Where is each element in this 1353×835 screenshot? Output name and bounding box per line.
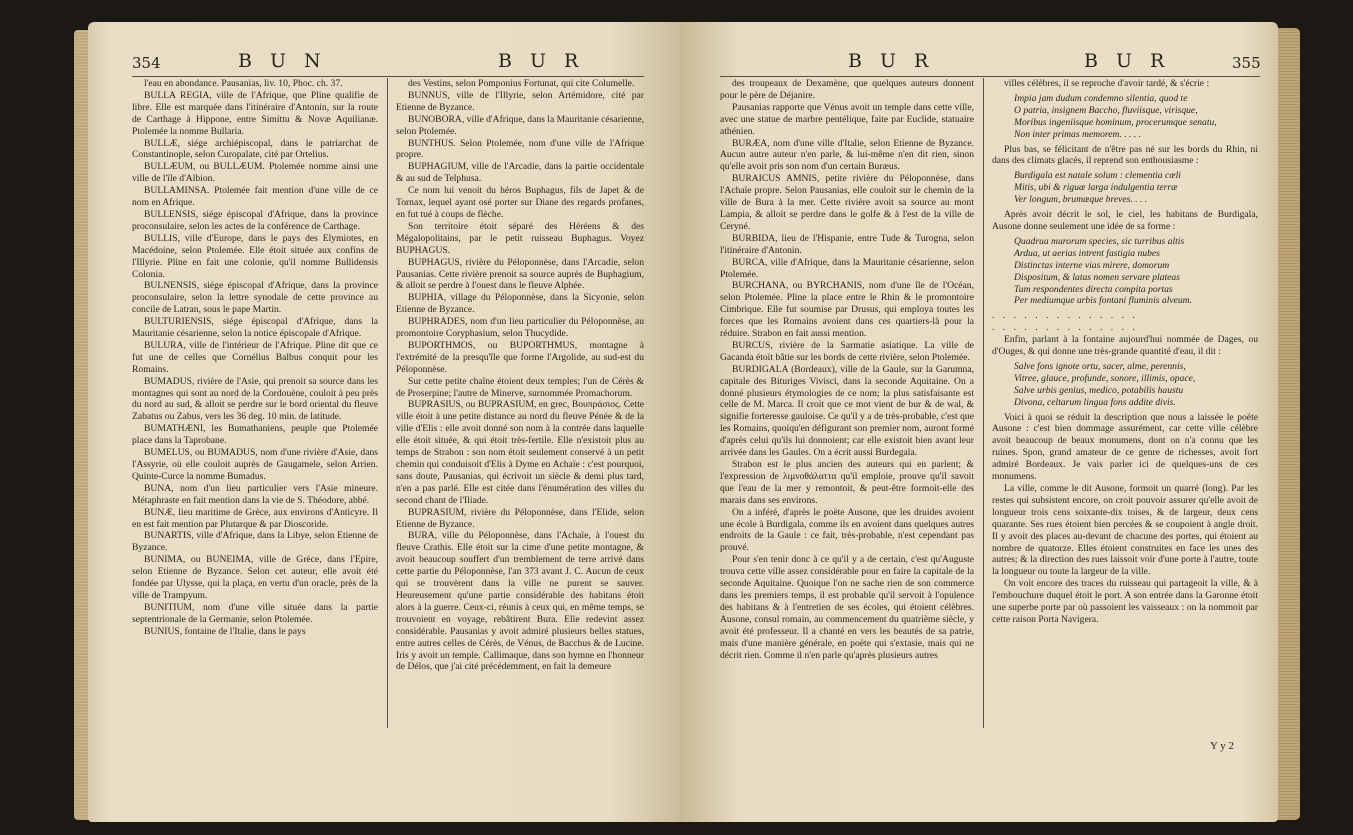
entry-paragraph: BUNITIUM, nom d'une ville située dans la partie septentrionale de la Germanie, selon Ptolemée. bbox=[132, 601, 378, 625]
entry-paragraph: BULLA REGIA, ville de l'Afrique, que Pline qualifie de libre. Elle est marquée dans l'itinéraire d'Antonin, sur la route de Carthage à Hippone, entre Simittu & Novæ Aquilianæ. Ptolemée la nomme Bullaria. bbox=[132, 89, 378, 137]
entry-paragraph: BUPORTHMOS, ou BUPORTHMUS, montagne à l'extrémité de la presqu'île que forme l'Argolide, au sud-est du Péloponnèse. bbox=[396, 339, 644, 375]
right-head-word-outer: B U R bbox=[1084, 50, 1171, 72]
entry-paragraph: BURCA, ville d'Afrique, dans la Mauritanie césarienne, selon Ptolemée. bbox=[720, 256, 974, 280]
entry-paragraph: Voici à quoi se réduit la description que nous a laissée le poëte Ausone : c'est bien dommage assurément, car cette ville célèbre avoit beaucoup de beaux monumens, dont on n'a connu que les ruines. Spon, grand amateur de ce genre de richesses, avoit fort admiré Bordeaux. Je vais parler ici de quelques-uns de ces monumens. bbox=[992, 411, 1258, 483]
right-page-edges bbox=[1276, 28, 1300, 820]
entry-paragraph: BURAICUS AMNIS, petite rivière du Péloponnèse, dans l'Achaïe propre. Selon Pausanias, elle couloit sur le chemin de la ville de Bura à la mer. Cette rivière avoit sa source au mont Lampia, & alloit se perdre dans le golfe & à l'est de la ville de Ceryné. bbox=[720, 173, 974, 232]
right-column-1 bbox=[720, 78, 974, 661]
right-head-word-inner: B U R bbox=[848, 50, 935, 72]
entry-paragraph: l'eau en abondance. Pausanias, liv. 10, Phoc. ch. 37. bbox=[144, 78, 343, 89]
entry-paragraph: BURCHANA, ou BYRCHANIS, nom d'une île de l'Océan, selon Ptolemée. Pline la place entre le Rhin & le promontoire Cimbrique. Elle fut soumise par Drusus, qui employa toutes les forces que les Romains avoient dans ces quartiers-là pour la réduire. Strabon en fait aussi mention. bbox=[720, 280, 974, 340]
entry-paragraph: BUNIMA, ou BUNEIMA, ville de Grèce, dans l'Epire, selon Etienne de Byzance. Selon cet auteur, elle avoit été fondée par Ulysse, qui la plaça, en vertu d'un oracle, près de la ville de Trampyum. bbox=[132, 554, 378, 601]
right-running-head bbox=[680, 50, 1278, 74]
left-head-word-outer: B U N bbox=[238, 50, 327, 72]
entry-paragraph: Sur cette petite chaîne étoient deux temples; l'un de Cérès & de Proserpine; l'autre de Minerve, surnommée Promachorum. bbox=[396, 375, 644, 399]
paragraph: Après avoir décrit le sol, le ciel, les habitans de Burdigala, Ausone donne seulement une idée de sa forme : bbox=[992, 209, 1258, 232]
verse-block-3 bbox=[1014, 236, 1258, 307]
entry-paragraph: Strabon est le plus ancien des auteurs qui en parlent; & l'expression de λιμνοθάλαττα qu'il emploie, prouve qu'il savoit que l'eau de la mer y remontoit, & peut-être formoit-elle des marais dans ses environs. bbox=[720, 459, 974, 506]
entry-paragraph: Pour s'en tenir donc à ce qu'il y a de certain, c'est qu'Auguste trouva cette ville assez considérable pour en faire la capitale de la seconde Aquitaine. Quoique l'on ne sache rien de son commerce dans les premiers temps, il est probable qu'il servoit à l'opulence des habitans & à l'entretien de ses écoles, qui étoient célèbres. Ausone, consul romain, au commencement du quatrième siècle, y avoit été professeur. Il a chanté en vers les beautés de sa patrie, mais d'une manière générale, en poëte qui s'extasie, mais qui ne décrit rien. Comme il n'en parle qu'après plusieurs autres bbox=[720, 554, 974, 661]
entry-paragraph: Ce nom lui venoit du héros Buphagus, fils de Japet & de Tornax, lequel ayant osé porter sur Diane des regards profanes, en fut tué à coups de flèche. bbox=[396, 185, 644, 220]
verse-block-4 bbox=[1014, 361, 1258, 409]
entry-paragraph: BUPHAGUS, rivière du Péloponnèse, dans l'Arcadie, selon Pausanias. Cette rivière prenoit sa source auprès de Buphagium, & alloit se perdre à l'ouest dans le fleuve Alphée. bbox=[396, 256, 644, 292]
left-column-1 bbox=[132, 78, 378, 638]
entry-paragraph: On voit encore des traces du ruisseau qui partageoit la ville, & à l'embouchure duquel étoit le port. A son entrée dans la Garonne étoit une superbe porte par où passoient les vaisseaux : on la nommoit par cette raison Porta Navigera. bbox=[992, 578, 1258, 625]
entry-paragraph: BUPHIA, village du Péloponnèse, dans la Sicyonie, selon Etienne de Byzance. bbox=[396, 292, 644, 316]
left-column-rule bbox=[387, 78, 388, 728]
verse-line: Divona, celtarum lingua fons addite divis. bbox=[1014, 396, 1176, 408]
paragraph: villes célèbres, il se reproche d'avoir tardé, & s'écrie : bbox=[1004, 78, 1210, 89]
paragraph: Plus bas, se félicitant de n'être pas né sur les bords du Rhin, ni dans des climats glacés, il reprend son enthousiasme : bbox=[992, 143, 1258, 167]
entry-paragraph: BULURA, ville de l'intérieur de l'Afrique. Pline dit que ce fut une de celles que Cornélius Balbus conquit pour les Romains. bbox=[132, 339, 378, 375]
verse-line: O patria, insignem Baccho, fluviisque, virisque, bbox=[1014, 104, 1198, 116]
right-page-number: 355 bbox=[1232, 54, 1261, 72]
right-page bbox=[680, 22, 1278, 822]
entry-paragraph: BUPHAGIUM, ville de l'Arcadie, dans la partie occidentale & au sud de Telphusa. bbox=[396, 161, 644, 185]
verse-line: Ver longum, brumæque breves. . . . bbox=[1014, 194, 1148, 206]
entry-paragraph: BUMADUS, rivière de l'Asie, qui prenoit sa source dans les montagnes qui sont au nord de la Cordouène, couloit à peu près du nord au sud, & alloit se perdre sur le bord oriental du fleuve Zabatus ou Zabus, vers les 36 deg. 10 min. de latitude. bbox=[132, 375, 378, 423]
entry-paragraph: BUPHRADES, nom d'un lieu particulier du Péloponnèse, au promontoire Coryphasium, selon Thucydide. bbox=[396, 316, 644, 340]
entry-paragraph: BUNOBORA, ville d'Afrique, dans la Mauritanie césarienne, selon Ptolemée. bbox=[396, 113, 644, 137]
entry-paragraph: BULLIS, ville d'Europe, dans le pays des Elymiotes, en Macédoine, selon Ptolemée. Elle étoit située aux confins de l'Illyrie. Pline en fait une colonie, qu'il nomme Bullidensis Colonia. bbox=[132, 232, 378, 280]
entry-paragraph: BUMATHÆNI, les Bumathaniens, peuple que Ptolemée place dans la Taprobane. bbox=[132, 423, 378, 447]
verse-line: Vitree, glauce, profunde, sonore, illimis, opace, bbox=[1014, 372, 1196, 384]
entry-paragraph: BUPRASIUM, rivière du Péloponnèse, dans l'Elide, selon Etienne de Byzance. bbox=[396, 506, 644, 530]
entry-paragraph: BURDIGALA (Bordeaux), ville de la Gaule, sur la Garumna, capitale des Bituriges Vivisci, dans la seconde Aquitaine. On a donné plusieurs étymologies de ce nom; la plus satisfaisante est celle de M. Marca. Il croit que ce mot vient de bur & de wal, & signifie forteresse gauloise. Ce qu'il y a de très-probable, c'est que les Romains, quoiqu'en défigurant son premier nom, auront formé d'après celui qu'ils lui donnoient; car elle existoit bien avant leur arrivée dans les Gaules. On a écrit aussi Burdegala. bbox=[720, 363, 974, 459]
verse-line: Distinctas interne vias mirere, domorum bbox=[1014, 259, 1170, 271]
signature-mark: Y y 2 bbox=[1209, 740, 1234, 752]
verse-line: Salve urbis genius, medico, potabilis haustu bbox=[1014, 384, 1184, 396]
left-head-rule bbox=[132, 76, 644, 77]
entry-paragraph: des Vestins, selon Pomponius Fortunat, qui cite Columelle. bbox=[408, 78, 635, 89]
entry-paragraph: BUMELUS, ou BUMADUS, nom d'une rivière d'Asie, dans l'Assyrie, où elle couloit auprès de Gaugamele, selon Arrien. Quinte-Curce la nomme Bumadus. bbox=[132, 447, 378, 482]
verse-line: Salve fons ignote ortu, sacer, alme, perennis, bbox=[1014, 360, 1186, 372]
entry-paragraph: BUNÆ, lieu maritime de Grèce, aux environs d'Anticyre. Il en est fait mention par Plutarque & par Dioscoride. bbox=[132, 506, 378, 530]
left-head-word-inner: B U R bbox=[498, 50, 585, 72]
entry-paragraph: BULLÆ, siége archiépiscopal, dans le patriarchat de Constantinople, selon Curopalate, cité par Ortelius. bbox=[132, 137, 378, 161]
verse-line: Moribus ingeniisque hominum, procerumque senatu, bbox=[1014, 116, 1217, 128]
verse-line: Burdigala est natale solum : clementia cœli bbox=[1014, 170, 1181, 182]
entry-paragraph: BULLAMINSA. Ptolemée fait mention d'une ville de ce nom en Afrique. bbox=[132, 185, 378, 209]
entry-paragraph: Son territoire étoit séparé des Héréens & des Mégalopolitains, par le petit ruisseau Buphagus. Voyez BUPHAGUS. bbox=[396, 220, 644, 256]
entry-paragraph: BURCUS, rivière de la Sarmatie asiatique. La ville de Gacanda étoit bâtie sur les bords de cette rivière, selon Ptolemée. bbox=[720, 339, 974, 363]
verse-line: Mitis, ubi & riguæ larga indulgentia terræ bbox=[1014, 182, 1178, 194]
entry-paragraph: BUNNUS, ville de l'Illyrie, selon Artémidore, cité par Etienne de Byzance. bbox=[396, 89, 644, 113]
verse-line: Non inter primas memorem. . . . . bbox=[1014, 128, 1142, 140]
verse-block-1 bbox=[1014, 93, 1258, 141]
verse-block-2 bbox=[1014, 170, 1258, 206]
entry-paragraph: BUNIUS, fontaine de l'Italie, dans le pays bbox=[144, 625, 306, 637]
entry-paragraph: BUNA, nom d'un lieu particulier vers l'Asie mineure. Métaphraste en fait mention dans la vie de S. Théodore, abbé. bbox=[132, 482, 378, 506]
entry-paragraph: BUNTHUS. Selon Ptolemée, nom d'une ville de l'Afrique propre. bbox=[396, 137, 644, 161]
entry-paragraph: BURBIDA, lieu de l'Hispanie, entre Tude & Turogna, selon l'itinéraire d'Antonin. bbox=[720, 232, 974, 256]
entry-paragraph: BURÆA, nom d'une ville d'Italie, selon Etienne de Byzance. Aucun autre auteur n'en parle, & lui-même n'en dit rien, sinon qu'elle avoit pris son nom d'un certain Buræus. bbox=[720, 137, 974, 173]
verse-line: Per mediumque urbis fontani fluminis alveum. bbox=[1014, 295, 1192, 307]
left-page bbox=[88, 22, 680, 822]
entry-paragraph: BULTURIENSIS, siége épiscopal d'Afrique, dans la Mauritanie césarienne, selon la notice épiscopale d'Afrique. bbox=[132, 316, 378, 340]
entry-paragraph: BURA, ville du Péloponnèse, dans l'Achaïe, à l'ouest du fleuve Crathis. Elle étoit sur la cime d'une petite montagne, & avoit beaucoup souffert d'un tremblement de terre arrivé dans cette partie du Péloponnèse, l'an 373 avant J. C. Aucun de ceux qui se trouvèrent dans la ville ne purent se sauver. Heureusement qu'une partie considérable des habitans étoit alors à la guerre. Ceux-ci, réunis à ceux qui, en même temps, se trouvoient en voyage, rebâtirent Bura. Elle redevint assez considérable. Pausanias y avoit admiré plusieurs belles statues, entre autres celles de Cérès, de Vénus, de Bacchus & de Lucine. Iris y avoit un temple. Callimaque, dans son hymne en l'honneur de Délos, que j'ai cité précédemment, en fait la demeure bbox=[396, 530, 644, 673]
right-column-2 bbox=[992, 78, 1258, 626]
entry-paragraph: des troupeaux de Dexamène, que quelques auteurs donnent pour le père de Déjanire. bbox=[720, 78, 974, 101]
right-column-rule bbox=[983, 78, 984, 728]
ellipsis-line: . . . . . . . . . . . . . . bbox=[992, 310, 1138, 322]
verse-line: Ardua, ut aerias intrent fastigia nubes bbox=[1014, 247, 1160, 259]
ellipsis-line: . . . . . . . . . . . . . . bbox=[992, 322, 1138, 334]
verse-line: Tum respondentes directa compita portas bbox=[1014, 283, 1173, 295]
entry-paragraph: La ville, comme le dit Ausone, formoit un quarré (long). Par les restes qui subsistent encore, on croit pouvoir assurer qu'elle avoit de longueur trois cens soixante-dix toises, & de largeur, deux cens quarante. Ses rues étoient bien percées & se coupoient à angle droit. Il y avoit des places au-devant de chacune des portes, qui étoient au nombre de quatorze. Elles étoient construites en face les unes des autres; & la direction des rues laissoit voir d'une porte à l'autre, toute la longueur ou toute la largeur de la ville. bbox=[992, 483, 1258, 578]
entry-paragraph: Pausanias rapporte que Vénus avoit un temple dans cette ville, avec une statue de marbre pentélique, faite par Euclide, statuaire athénien. bbox=[720, 101, 974, 137]
left-column-2 bbox=[396, 78, 644, 673]
left-running-head bbox=[88, 50, 680, 74]
entry-paragraph: BULLÆUM, ou BULLÆUM. Ptolemée nomme ainsi une ville de l'île d'Albion. bbox=[132, 161, 378, 185]
right-head-rule bbox=[720, 76, 1260, 77]
entry-paragraph: On a inféré, d'après le poëte Ausone, que les druides avoient une école à Burdigala, comme ils en avoient dans quelques autres endroits de la Gaule : ce fait, très-probable, n'est cependant pas prouvé. bbox=[720, 506, 974, 554]
entry-paragraph: BULNENSIS, siége épiscopal d'Afrique, dans la province proconsulaire, selon la lettre synodale de cette province au concile de Latran, sous le pape Martin. bbox=[132, 280, 378, 316]
entry-paragraph: BUNARTIS, ville d'Afrique, dans la Libye, selon Etienne de Byzance. bbox=[132, 530, 378, 554]
entry-paragraph: BULLENSIS, siége épiscopal d'Afrique, dans la province proconsulaire, selon les actes de la conférence de Carthage. bbox=[132, 208, 378, 232]
verse-line: Dispositum, & latas nomen servare plateas bbox=[1014, 271, 1180, 283]
verse-line: Quadrua murorum species, sic turribus altis bbox=[1014, 235, 1185, 247]
entry-paragraph: BUPRASIUS, ou BUPRASIUM, en grec, Βουπράσιος. Cette ville étoit à une petite distance au nord du fleuve Pénée & de la ville d'Elis : elle avoit donné son nom à la contrée dans laquelle elle étoit située, & qui étoit très-fertile. Elle n'existoit plus au temps de Strabon : son nom étoit seulement conservé à un petit chemin qui conduisoit d'Elis à Dyme en Achaïe : c'est pourquoi, sans doute, Pausanias, qui écrivoit un siècle & demi plus tard, n'en a pas parlé. Elle est citée dans l'énumération des villes du second chant de l'Iliade. bbox=[396, 399, 644, 506]
verse-line: Impia jam dudum condemno silentia, quod te bbox=[1014, 92, 1188, 104]
left-page-number: 354 bbox=[132, 54, 161, 72]
paragraph: Enfin, parlant à la fontaine aujourd'hui nommée de Dages, ou d'Ouges, & qui donne une très-grande quantité d'eau, il dit : bbox=[992, 334, 1258, 358]
open-book bbox=[88, 22, 1278, 822]
